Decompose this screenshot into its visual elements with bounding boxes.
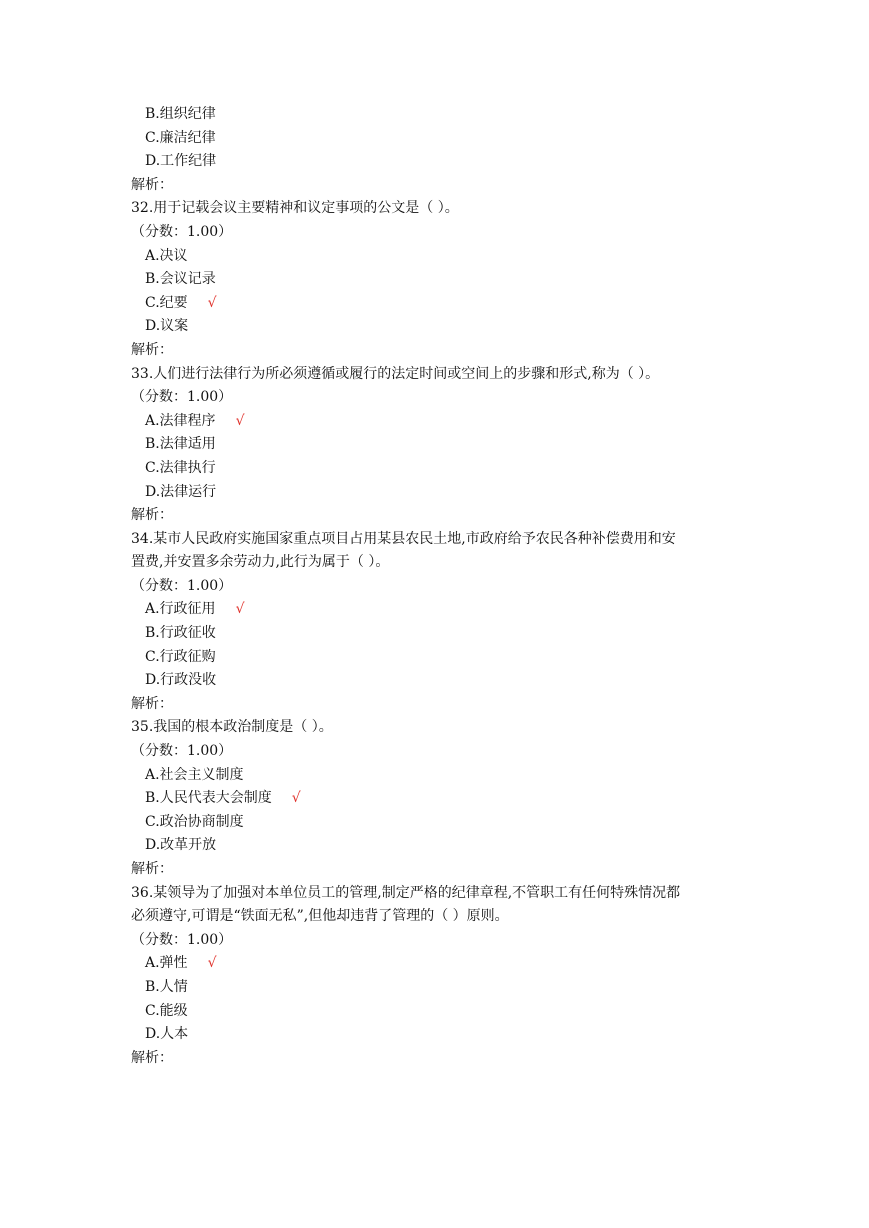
- option-text: C.纪要: [145, 294, 188, 311]
- option-item: [131, 669, 741, 693]
- option-item: [131, 410, 741, 434]
- checkmark-icon: √: [235, 601, 245, 618]
- question-text: 置费,并安置多余劳动力,此行为属于（ ）。: [131, 554, 390, 571]
- question-text: 32.用于记载会议主要精神和议定事项的公文是（ ）。: [131, 200, 459, 217]
- option-item: [131, 952, 741, 976]
- option-text: A.法律程序: [145, 412, 216, 429]
- option-item: [131, 622, 741, 646]
- option-item: [131, 268, 741, 292]
- question-block: [131, 882, 741, 1071]
- question-block: [131, 528, 741, 717]
- question-block: [131, 716, 741, 881]
- question-text: 35.我国的根本政治制度是（ ）。: [131, 719, 333, 736]
- option-item: [131, 481, 741, 505]
- option-item: [131, 315, 741, 339]
- option-text: A.弹性: [145, 955, 188, 972]
- option-item: [131, 646, 741, 670]
- option-text: C.政治协商制度: [145, 813, 244, 830]
- option-item: [131, 292, 741, 316]
- option-item: [131, 245, 741, 269]
- option-item: B.组织纪律: [145, 106, 216, 122]
- question-text: 34.某市人民政府实施国家重点项目占用某县农民土地,市政府给予农民各种补偿费用和安: [131, 530, 676, 547]
- analysis-label: 解析：: [131, 1049, 173, 1066]
- question-block: [131, 363, 741, 528]
- question-list: [131, 197, 741, 1070]
- option-text: B.会议记录: [145, 271, 216, 288]
- option-item: [131, 457, 741, 481]
- exam-page: [131, 103, 741, 1070]
- analysis-label: 解析：: [131, 341, 173, 358]
- option-text: C.法律执行: [145, 459, 216, 476]
- option-item: D.工作纪律: [145, 153, 217, 170]
- analysis-label: 解析：: [131, 507, 173, 524]
- checkmark-icon: √: [291, 790, 301, 807]
- option-text: D.议案: [145, 318, 189, 335]
- option-text: A.决议: [145, 247, 188, 264]
- score-label: （分数：1.00）: [131, 931, 233, 948]
- option-text: B.行政征收: [145, 625, 216, 642]
- question-text: 必须遵守,可谓是“铁面无私”,但他却违背了管理的（ ）原则。: [131, 908, 509, 925]
- checkmark-icon: √: [207, 294, 217, 311]
- option-item: [131, 976, 741, 1000]
- score-label: （分数：1.00）: [131, 743, 233, 760]
- previous-question: [131, 103, 741, 197]
- option-text: D.行政没收: [145, 672, 217, 689]
- score-label: （分数：1.00）: [131, 577, 233, 594]
- option-text: C.行政征购: [145, 648, 216, 665]
- question-block: [131, 197, 741, 362]
- checkmark-icon: √: [207, 955, 217, 972]
- option-text: A.行政征用: [145, 601, 216, 618]
- option-item: [131, 764, 741, 788]
- analysis-label: 解析：: [131, 861, 173, 877]
- score-label: （分数：1.00）: [131, 389, 233, 406]
- option-item: [131, 598, 741, 622]
- analysis-label: 解析：: [131, 176, 173, 193]
- option-item: [131, 1000, 741, 1024]
- option-text: D.人本: [145, 1026, 189, 1043]
- score-label: （分数：1.00）: [131, 223, 233, 240]
- option-text: B.人民代表大会制度: [145, 790, 272, 807]
- analysis-label: 解析：: [131, 695, 173, 712]
- option-text: B.人情: [145, 978, 188, 995]
- question-text: 33.人们进行法律行为所必须遵循或履行的法定时间或空间上的步骤和形式,称为（ ）。: [131, 365, 660, 382]
- option-item: [131, 811, 741, 835]
- option-text: D.改革开放: [145, 837, 217, 854]
- option-text: D.法律运行: [145, 483, 217, 500]
- option-item: [131, 787, 741, 811]
- question-text: 36.某领导为了加强对本单位员工的管理,制定严格的纪律章程,不管职工有任何特殊情况都: [131, 884, 681, 901]
- option-item: C.廉洁纪律: [145, 129, 216, 146]
- option-item: [131, 433, 741, 457]
- option-text: A.社会主义制度: [145, 766, 244, 783]
- checkmark-icon: √: [235, 412, 245, 429]
- option-item: [131, 1023, 741, 1047]
- option-text: C.能级: [145, 1002, 188, 1019]
- option-item: [131, 834, 741, 858]
- option-text: B.法律适用: [145, 436, 216, 453]
